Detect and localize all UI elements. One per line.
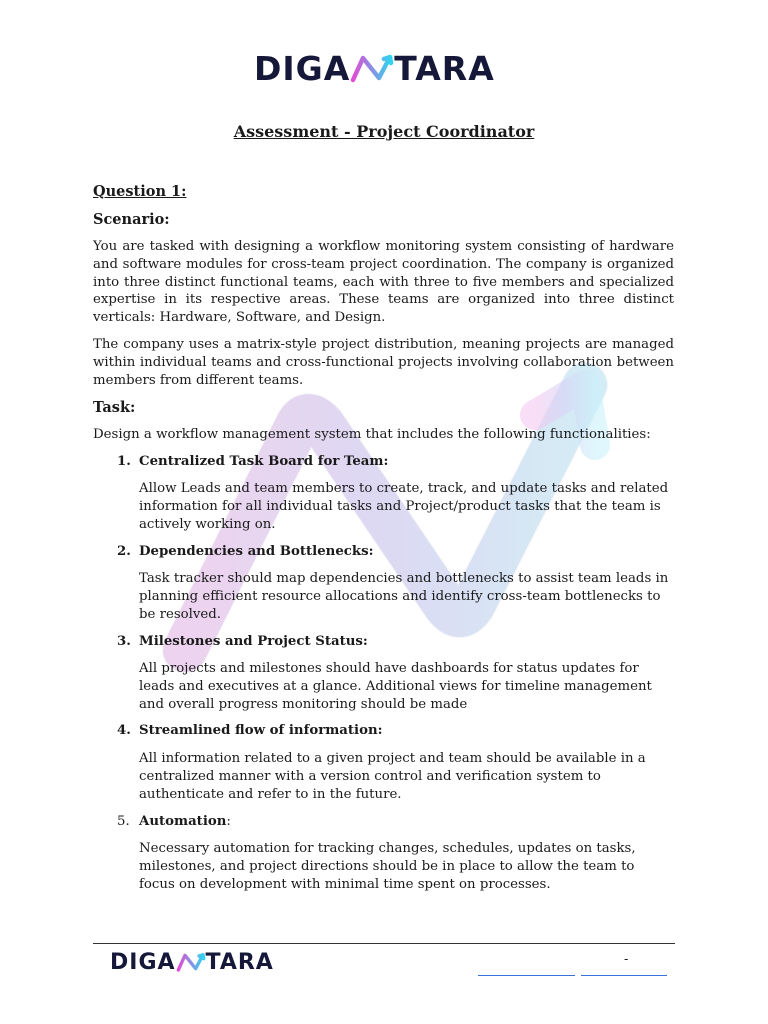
list-item-number: 1. (117, 454, 131, 469)
scenario-paragraph-2: The company uses a matrix-style project distribution, meaning projects are managed within individual teams and cross-functional projects involving collaboration between members from different teams. (93, 337, 674, 388)
header-logo (254, 48, 495, 88)
question-heading: Question 1: (93, 183, 187, 200)
document-title: Assessment - Project Coordinator (233, 122, 535, 141)
list-item-label: Automation (139, 814, 227, 829)
footer-link-right[interactable] (581, 975, 667, 976)
list-item-number: 3. (117, 634, 131, 649)
footer-divider (93, 943, 675, 944)
logo-mark-icon (350, 53, 394, 83)
list-item-number: 2. (117, 544, 131, 559)
list-item-body: All projects and milestones should have dashboards for status updates for leads and executives at a glance. Additional views for timeline management and overall progress monitoring should be made (139, 661, 652, 712)
task-intro: Design a workflow management system that includes the following functionalities: (93, 427, 651, 442)
list-item-title (117, 722, 383, 740)
list-item-body: Necessary automation for tracking changes, schedules, updates on tasks, milestones, and project directions should be in place to allow the team to focus on development with minimal time spent on processes. (139, 841, 636, 892)
scenario-heading: Scenario: (93, 211, 170, 228)
logo-text-left: DIGA (254, 48, 351, 88)
list-item-suffix: : (226, 814, 231, 829)
list-item-label: Milestones and Project Status: (139, 634, 368, 649)
logo-text-right: TARA (205, 949, 274, 975)
list-item-title (117, 453, 388, 471)
list-item-label: Streamlined flow of information: (139, 723, 383, 738)
footer-link-left[interactable] (478, 975, 575, 976)
list-item-body: All information related to a given project and team should be available in a centralized manner with a version control and verification system to authenticate and refer to in the future. (139, 751, 646, 802)
list-item-label: Centralized Task Board for Team: (139, 454, 389, 469)
list-item-label: Dependencies and Bottlenecks: (139, 544, 374, 559)
list-item-title (117, 633, 368, 651)
logo-mark-icon (176, 952, 206, 972)
task-heading: Task: (93, 399, 136, 416)
list-item-body: Task tracker should map dependencies and bottlenecks to assist team leads in planning efficient resource allocations and identify cross-team bottlenecks to be resolved. (139, 571, 669, 622)
logo-text-left: DIGA (110, 949, 176, 975)
list-item-body: Allow Leads and team members to create, track, and update tasks and related information for all individual tasks and Project/product tasks that the team is actively working on. (139, 481, 669, 532)
scenario-paragraph-1: You are tasked with designing a workflow monitoring system consisting of hardware and software modules for cross-team project coordination. The company is organized into three distinct functional teams, each with three to five members and specialized expertise in its respective areas. These teams are organized into three distinct verticals: Hardware, Software, and Design. (93, 239, 674, 326)
logo-text-right: TARA (394, 48, 495, 88)
list-item-number: 5. (117, 814, 130, 829)
list-item-title (117, 543, 374, 561)
footer-logo (110, 948, 274, 976)
list-item-number: 4. (117, 723, 131, 738)
footer-dash: - (624, 952, 629, 966)
list-item-title (117, 813, 231, 831)
